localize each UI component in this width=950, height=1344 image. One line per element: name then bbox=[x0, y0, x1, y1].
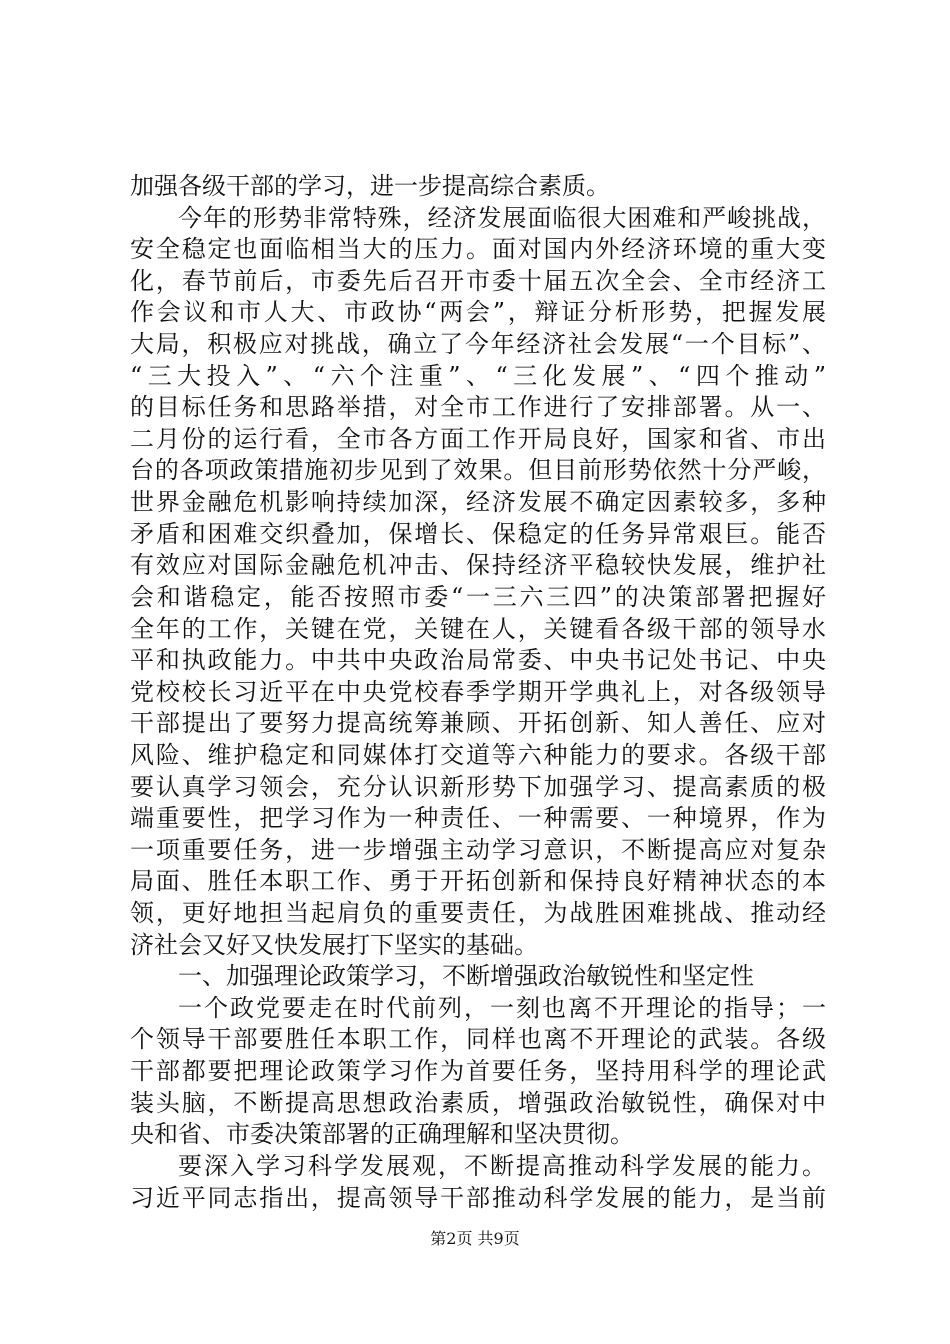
text-line: 安全稳定也面临相当大的压力。面对国内外经济环境的重大变 bbox=[130, 235, 826, 264]
text-line: 个领导干部要胜任本职工作，同样也离不开理论的武装。各级 bbox=[130, 1025, 826, 1054]
document-body bbox=[130, 171, 826, 1214]
text-line: 要深入学习科学发展观，不断提高推动科学发展的能力。 bbox=[178, 1151, 826, 1180]
text-line: 平和执政能力。中共中央政治局常委、中央书记处书记、中央 bbox=[130, 646, 826, 675]
text-line: 干部提出了要努力提高统筹兼顾、开拓创新、知人善任、应对 bbox=[130, 709, 826, 738]
text-line: 干部都要把理论政策学习作为首要任务，坚持用科学的理论武 bbox=[130, 1057, 826, 1086]
text-line: 端重要性，把学习作为一种责任、一种需要、一种境界，作为 bbox=[130, 804, 826, 833]
text-line: 央和省、市委决策部署的正确理解和坚决贯彻。 bbox=[130, 1120, 634, 1149]
text-line: 习近平同志指出，提高领导干部推动科学发展的能力，是当前 bbox=[130, 1183, 826, 1212]
page-number-label: 第2页 共9页 bbox=[430, 1229, 520, 1248]
text-line: 一、加强理论政策学习，不断增强政治敏锐性和坚定性 bbox=[178, 962, 754, 991]
text-line: 装头脑，不断提高思想政治素质，增强政治敏锐性，确保对中 bbox=[130, 1088, 826, 1117]
text-line: 世界金融危机影响持续加深，经济发展不确定因素较多，多种 bbox=[130, 488, 826, 517]
text-line: 全年的工作，关键在党，关键在人，关键看各级干部的领导水 bbox=[130, 614, 826, 643]
page-footer bbox=[0, 1227, 950, 1251]
text-line: 化，春节前后，市委先后召开市委十届五次全会、全市经济工 bbox=[130, 266, 826, 295]
text-line: 济社会又好又快发展打下坚实的基础。 bbox=[130, 930, 538, 959]
text-line: 领，更好地担当起肩负的重要责任，为战胜困难挑战、推动经 bbox=[130, 899, 826, 928]
text-line: 台的各项政策措施初步见到了效果。但目前形势依然十分严峻， bbox=[130, 456, 826, 485]
text-line: 风险、维护稳定和同媒体打交道等六种能力的要求。各级干部 bbox=[130, 740, 826, 769]
text-line: 有效应对国际金融危机冲击、保持经济平稳较快发展，维护社 bbox=[130, 551, 826, 580]
text-line: “三大投入”、“六个注重”、“三化发展”、“四个推动” bbox=[130, 361, 826, 390]
text-line: 今年的形势非常特殊，经济发展面临很大困难和严峻挑战， bbox=[178, 203, 826, 232]
text-line: 党校校长习近平在中央党校春季学期开学典礼上，对各级领导 bbox=[130, 677, 826, 706]
text-line: 作会议和市人大、市政协“两会”，辩证分析形势，把握发展 bbox=[130, 298, 826, 327]
text-line: 局面、胜任本职工作、勇于开拓创新和保持良好精神状态的本 bbox=[130, 867, 826, 896]
text-line: 一个政党要走在时代前列，一刻也离不开理论的指导；一 bbox=[178, 993, 826, 1022]
text-line: 加强各级干部的学习，进一步提高综合素质。 bbox=[130, 172, 610, 200]
text-line: 矛盾和困难交织叠加，保增长、保稳定的任务异常艰巨。能否 bbox=[130, 519, 826, 548]
text-line: 一项重要任务，进一步增强主动学习意识，不断提高应对复杂 bbox=[130, 835, 826, 864]
text-line: 二月份的运行看，全市各方面工作开局良好，国家和省、市出 bbox=[130, 424, 826, 453]
text-line: 要认真学习领会，充分认识新形势下加强学习、提高素质的极 bbox=[130, 772, 826, 801]
text-line: 的目标任务和思路举措，对全市工作进行了安排部署。从一、 bbox=[130, 393, 826, 422]
text-line: 大局，积极应对挑战，确立了今年经济社会发展“一个目标”、 bbox=[130, 330, 826, 359]
text-line: 会和谐稳定，能否按照市委“一三六三四”的决策部署把握好 bbox=[130, 582, 826, 611]
